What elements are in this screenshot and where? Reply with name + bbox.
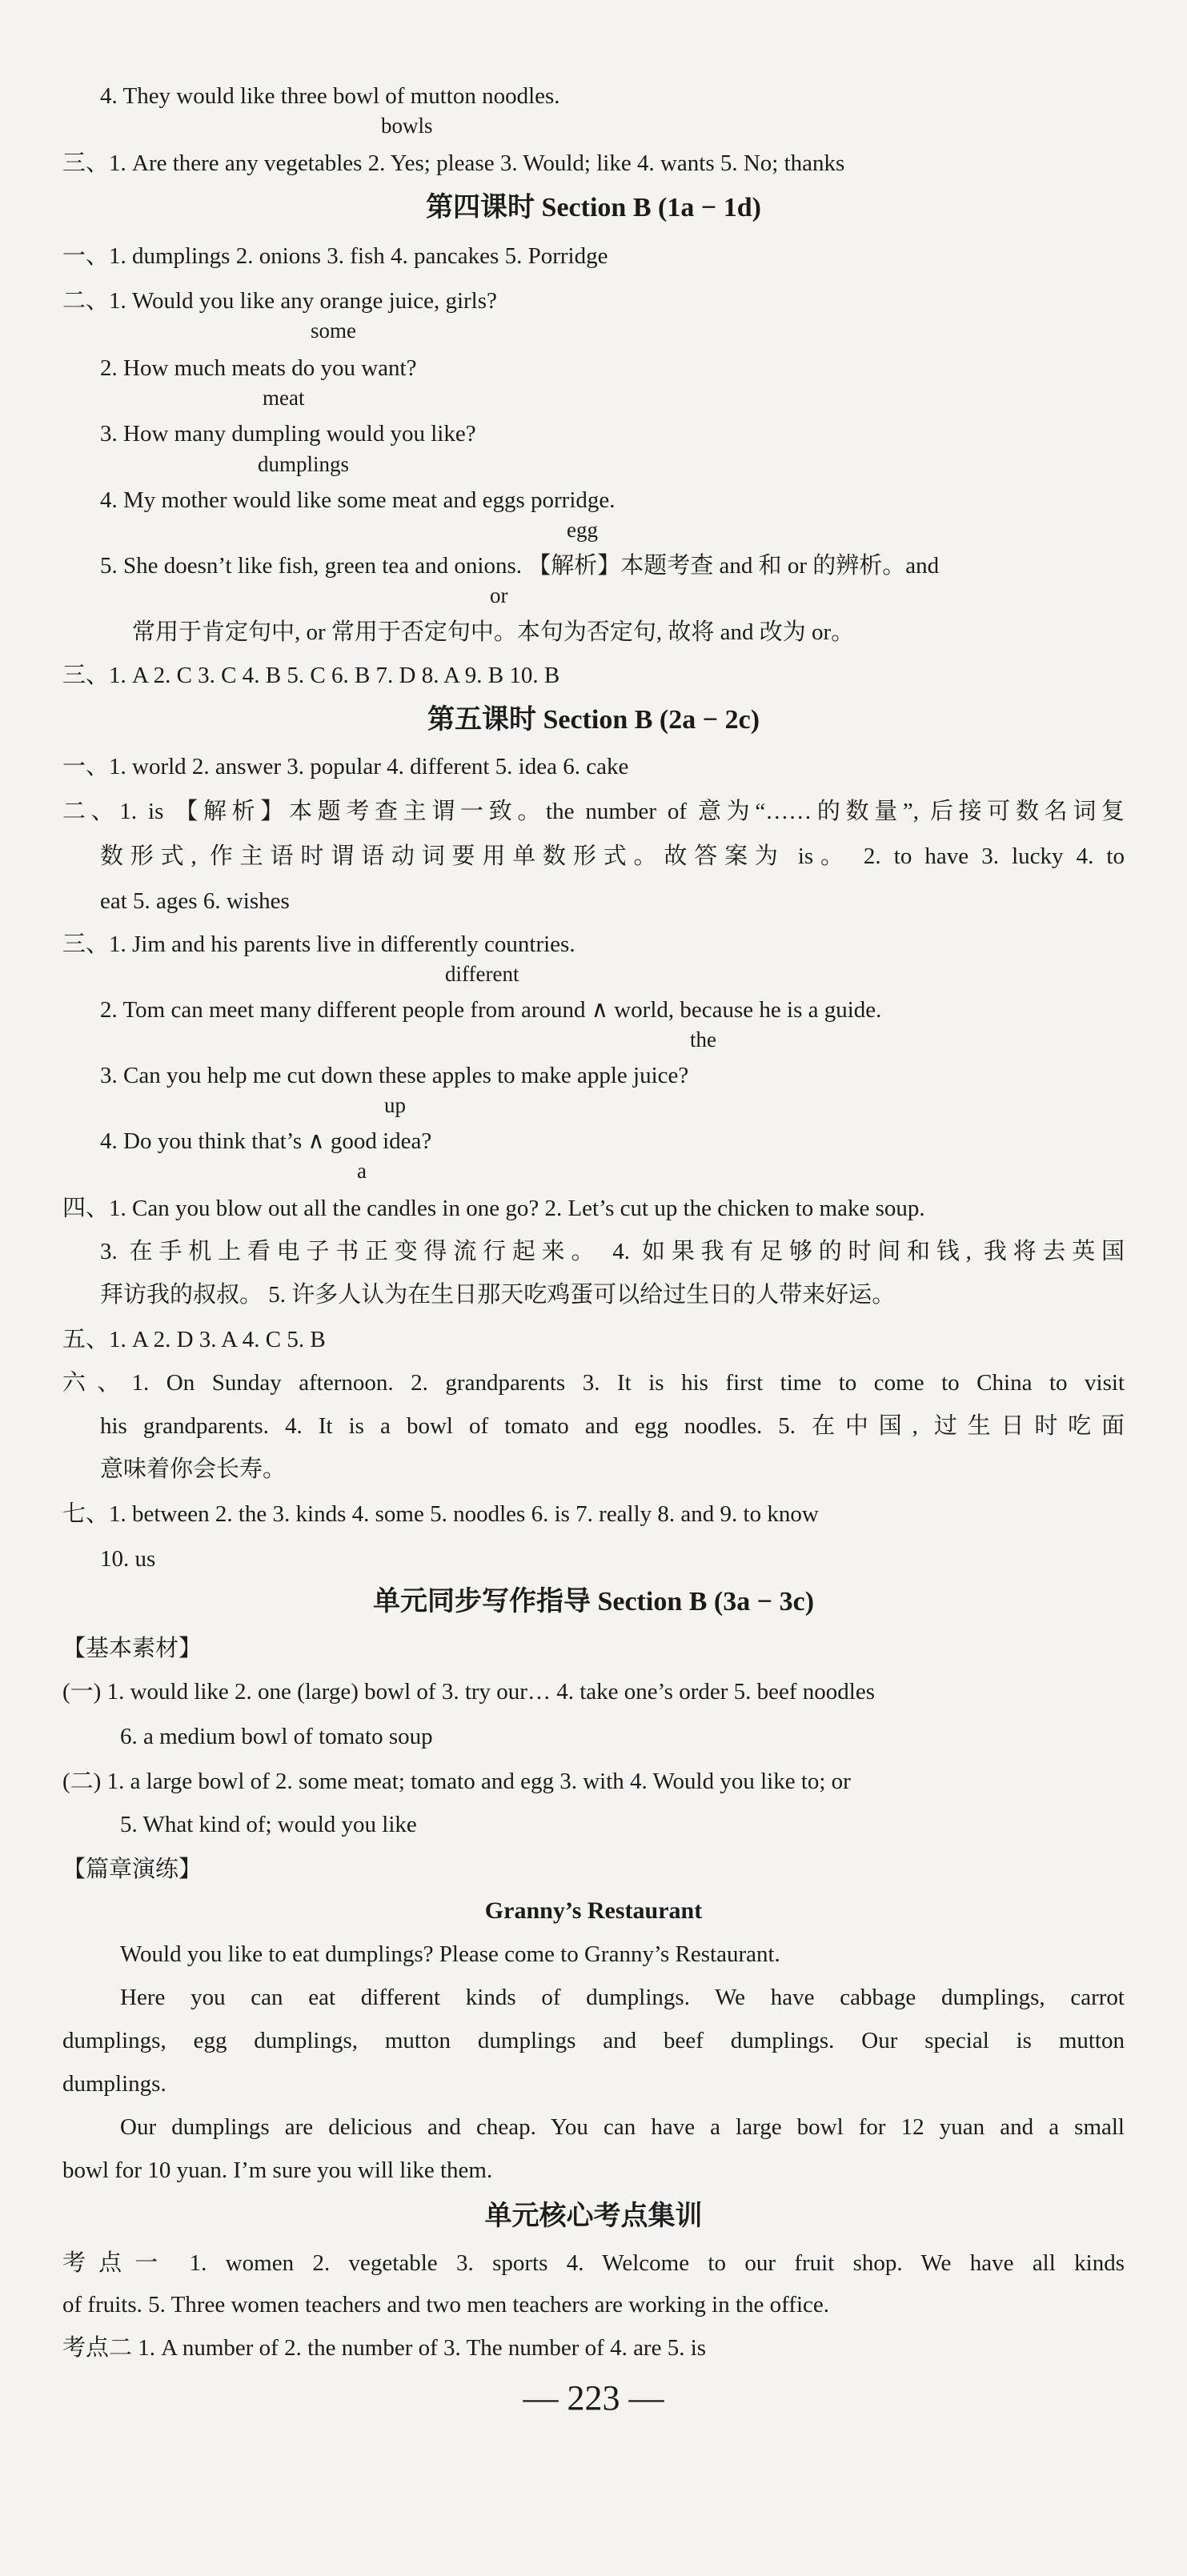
- correction: dumplings: [258, 452, 350, 476]
- answer-line: 4. Do you think that’s ∧ good idea?: [100, 1128, 432, 1154]
- correction: egg: [567, 518, 598, 542]
- answer-line: 七、1. between 2. the 3. kinds 4. some 5. noodles 6. is 7. really 8. and 9. to know: [62, 1501, 819, 1527]
- correction: bowls: [381, 114, 433, 138]
- answer-line: 一、1. world 2. answer 3. popular 4. different 5. idea 6. cake: [62, 754, 629, 779]
- section-heading: 第四课时 Section B (1a − 1d): [426, 193, 761, 222]
- section-heading: 单元核心考点集训: [484, 2201, 703, 2231]
- essay-line: dumplings.: [62, 2071, 166, 2097]
- answer-line: 6. a medium bowl of tomato soup: [120, 1724, 433, 1749]
- answer-line: 2. Tom can meet many different people from around ∧ world, because he is a guide.: [100, 997, 882, 1023]
- answer-line: 二、1. Would you like any orange juice, girls?: [62, 288, 497, 314]
- essay-line: Our dumplings are delicious and cheap. You can have a large bowl for 12 yuan and a small: [120, 2114, 1125, 2140]
- correction: up: [384, 1093, 406, 1117]
- answer-line: 3. How many dumpling would you like?: [100, 421, 476, 447]
- section-heading: 单元同步写作指导 Section B (3a − 3c): [372, 1587, 815, 1617]
- essay-line: Here you can eat different kinds of dumplings. We have cabbage dumplings, carrot: [120, 1985, 1125, 2010]
- page-number: — 223 —: [523, 2378, 664, 2418]
- answer-line: his grandparents. 4. It is a bowl of tomato and egg noodles. 5. 在中国, 过生日时吃面: [100, 1413, 1125, 1439]
- answer-line: (二) 1. a large bowl of 2. some meat; tomato and egg 3. with 4. Would you like to; or: [62, 1769, 851, 1794]
- correction: or: [490, 583, 508, 607]
- answer-line: 三、1. A 2. C 3. C 4. B 5. C 6. B 7. D 8. A 9. B 10. B: [62, 663, 560, 688]
- subsection-label: 【篇章演练】: [62, 1857, 203, 1882]
- correction: a: [357, 1159, 367, 1183]
- answer-line: 数形式, 作主语时谓语动词要用单数形式。故答案为 is。 2. to have 3. lucky 4. to: [100, 843, 1125, 869]
- essay-line: bowl for 10 yuan. I’m sure you will like them.: [62, 2157, 493, 2183]
- answer-line: 拜访我的叔叔。 5. 许多人认为在生日那天吃鸡蛋可以给过生日的人带来好运。: [100, 1282, 896, 1308]
- essay-title: Granny’s Restaurant: [484, 1897, 703, 1924]
- answer-line: 5. What kind of; would you like: [120, 1812, 417, 1837]
- answer-line: 三、1. Jim and his parents live in differently countries.: [62, 931, 575, 957]
- subsection-label: 【基本素材】: [62, 1636, 203, 1661]
- section-heading: 第五课时 Section B (2a − 2c): [427, 705, 760, 735]
- answer-line: 六、1. On Sunday afternoon. 2. grandparents 3. It is his first time to come to China to visit: [62, 1370, 1125, 1396]
- correction: different: [445, 962, 519, 986]
- answer-line: 三、1. Are there any vegetables 2. Yes; please 3. Would; like 4. wants 5. No; thanks: [62, 150, 845, 176]
- answer-line: 四、1. Can you blow out all the candles in one go? 2. Let’s cut up the chicken to make soup.: [62, 1196, 925, 1221]
- answer-line: 考点一 1. women 2. vegetable 3. sports 4. Welcome to our fruit shop. We have all kinds: [62, 2250, 1125, 2276]
- correction: some: [311, 318, 356, 343]
- correction: meat: [263, 386, 305, 410]
- essay-line: Would you like to eat dumplings? Please come to Granny’s Restaurant.: [120, 1941, 780, 1967]
- essay-line: dumplings, egg dumplings, mutton dumplings and beef dumplings. Our special is mutton: [62, 2028, 1125, 2053]
- answer-line: of fruits. 5. Three women teachers and two men teachers are working in the office.: [62, 2292, 829, 2318]
- answer-line: 5. She doesn’t like fish, green tea and onions. 【解析】本题考查 and 和 or 的辨析。and: [100, 553, 940, 579]
- answer-line: 五、1. A 2. D 3. A 4. C 5. B: [62, 1327, 326, 1352]
- answer-line: 一、1. dumplings 2. onions 3. fish 4. pancakes 5. Porridge: [62, 243, 608, 269]
- answer-line: 常用于肯定句中, or 常用于否定句中。本句为否定句, 故将 and 改为 or。: [132, 619, 855, 645]
- answer-line: eat 5. ages 6. wishes: [100, 888, 290, 914]
- answer-line: 4. They would like three bowl of mutton noodles.: [100, 83, 560, 109]
- answer-line: 3. 在手机上看电子书正变得流行起来。 4. 如果我有足够的时间和钱, 我将去英国: [100, 1239, 1125, 1264]
- answer-line: (一) 1. would like 2. one (large) bowl of 3. try our… 4. take one’s order 5. beef noodles: [62, 1679, 876, 1705]
- answer-line: 二、1. is 【解析】本题考查主谓一致。the number of 意为“……的数量”, 后接可数名词复: [62, 799, 1125, 824]
- answer-line: 3. Can you help me cut down these apples to make apple juice?: [100, 1063, 689, 1088]
- answer-line: 意味着你会长寿。: [100, 1456, 287, 1482]
- answer-line: 10. us: [100, 1546, 156, 1572]
- answer-line: 考点二 1. A number of 2. the number of 3. The number of 4. are 5. is: [62, 2335, 707, 2361]
- answer-line: 4. My mother would like some meat and eggs porridge.: [100, 487, 616, 513]
- answer-line: 2. How much meats do you want?: [100, 355, 417, 381]
- correction: the: [690, 1028, 716, 1052]
